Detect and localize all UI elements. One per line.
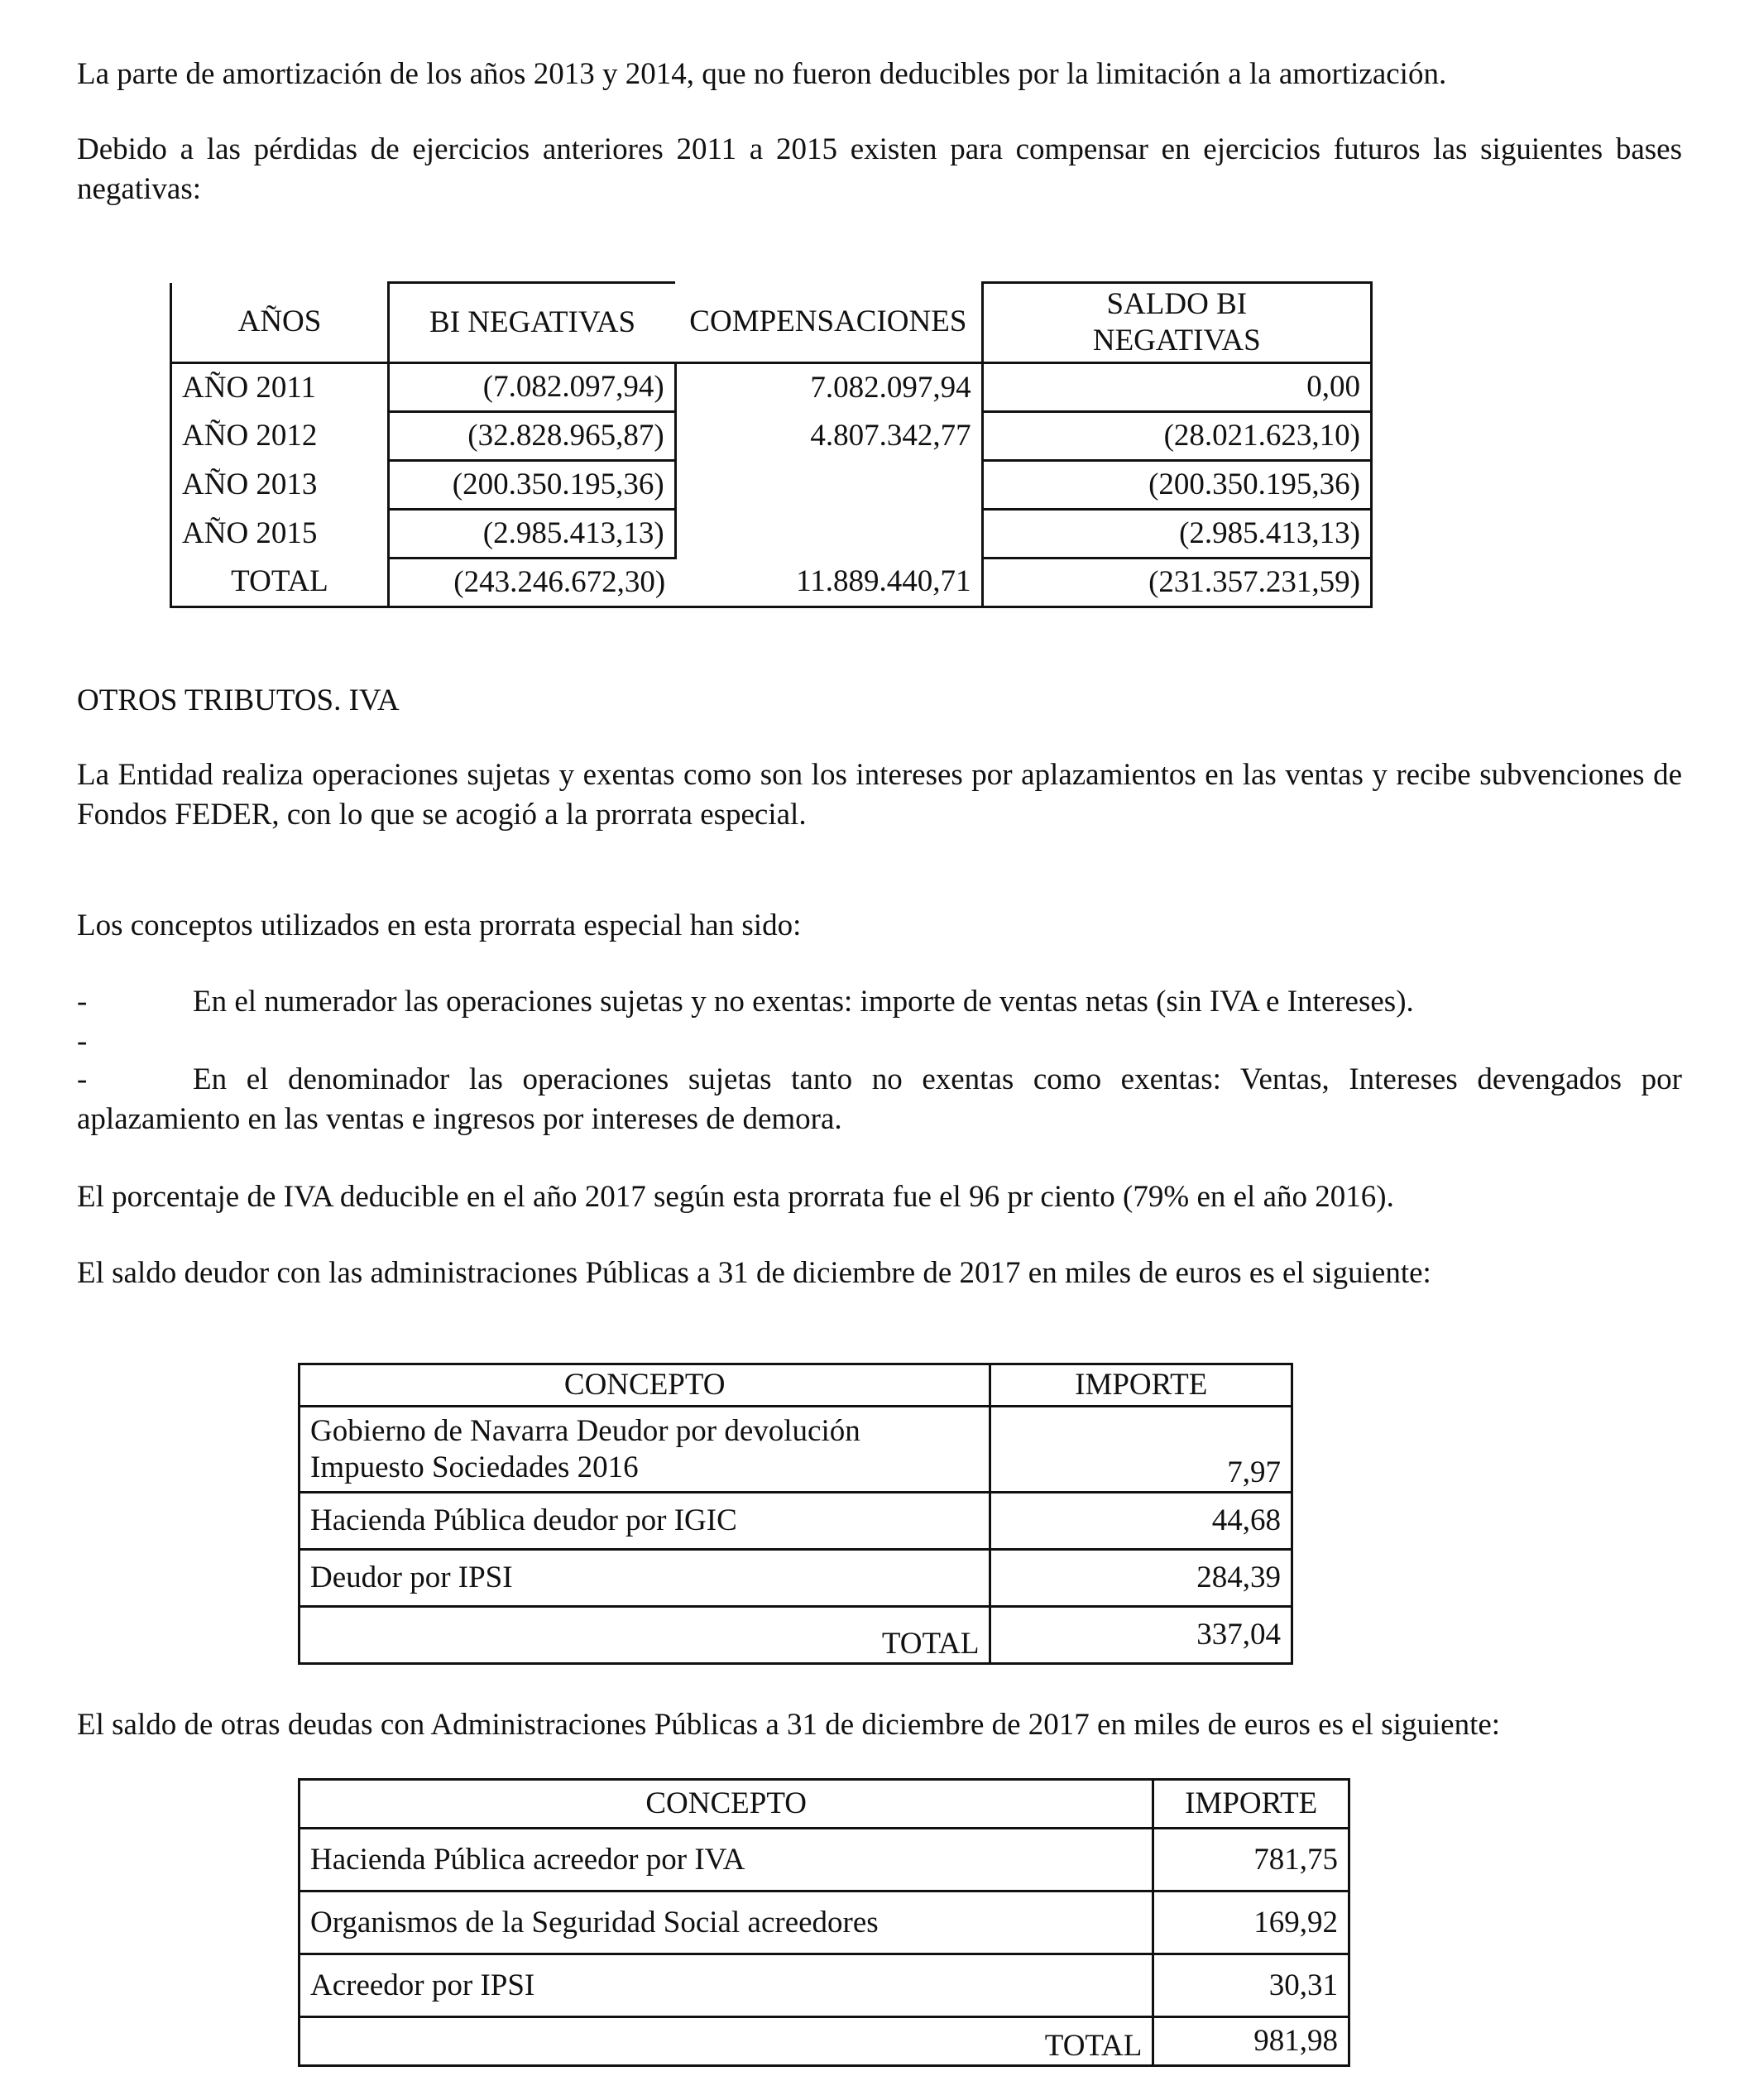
- paragraph-perdidas: Debido a las pérdidas de ejercicios anteriores 2011 a 2015 existen para compensar en ejercicios futuros las siguientes bases negativas:: [77, 132, 1682, 206]
- paragraph-porcentaje: El porcentaje de IVA deducible en el año 2017 según esta prorrata fue el 96 pr ciento (79% en el año 2016).: [77, 1180, 1394, 1214]
- table-row: [300, 1891, 1349, 1954]
- header-saldo-bi-negativas: SALDO BI NEGATIVAS: [982, 283, 1371, 363]
- total-label: TOTAL: [171, 559, 389, 607]
- total-row: [300, 1607, 1292, 1664]
- total-row: [300, 2017, 1349, 2066]
- importe-cell: 44,68: [990, 1493, 1292, 1550]
- header-importe: IMPORTE: [1153, 1780, 1349, 1829]
- dash-marker: -: [77, 1024, 88, 1058]
- saldo-deudor-table: [298, 1363, 1293, 1665]
- bullet-text: En el numerador las operaciones sujetas y no exentas: importe de ventas netas (sin IVA e Intereses).: [193, 985, 1414, 1019]
- table-header-row: [171, 283, 1372, 363]
- saldo-cell: 0,00: [982, 363, 1371, 412]
- paragraph-conceptos: Los conceptos utilizados en esta prorrata especial han sido:: [77, 909, 802, 942]
- total-importe: 337,04: [990, 1607, 1292, 1664]
- dash-marker: -: [77, 985, 88, 1019]
- dash-marker: -: [77, 1062, 88, 1096]
- bi-cell: (200.350.195,36): [388, 461, 675, 510]
- bullet-text: En el denominador las operaciones sujetas tanto no exentas como exentas: Ventas, Intereses devengados por aplazamiento en las ventas e ingresos por intereses de demora.: [77, 1062, 1682, 1136]
- header-compensaciones: COMPENSACIONES: [675, 283, 982, 363]
- year-cell: AÑO 2015: [171, 510, 389, 559]
- header-anos: AÑOS: [171, 283, 389, 363]
- total-saldo: (231.357.231,59): [982, 559, 1371, 607]
- table-row: [171, 510, 1372, 559]
- bullet-numerador: [77, 982, 1682, 1022]
- bi-cell: (32.828.965,87): [388, 412, 675, 461]
- header-bi-negativas: BI NEGATIVAS: [388, 283, 675, 363]
- bullet-denominador: [77, 1060, 1682, 1139]
- paragraph-amortizacion: La parte de amortización de los años 2013 y 2014, que no fueron deducibles por la limitación a la amortización.: [77, 57, 1447, 91]
- year-cell: AÑO 2011: [171, 363, 389, 412]
- table-row: [171, 363, 1372, 412]
- paragraph-otras-deudas: El saldo de otras deudas con Administraciones Públicas a 31 de diciembre de 2017 en miles de euros es el siguiente:: [77, 1708, 1501, 1742]
- total-label: TOTAL: [300, 2017, 1153, 2066]
- concepto-line: Impuesto Sociedades 2016: [310, 1450, 639, 1484]
- concepto-cell: Organismos de la Seguridad Social acreedores: [300, 1891, 1153, 1954]
- importe-cell: 284,39: [990, 1550, 1292, 1607]
- table-row: [171, 412, 1372, 461]
- year-cell: AÑO 2013: [171, 461, 389, 510]
- table-row: [171, 461, 1372, 510]
- bi-cell: (7.082.097,94): [388, 363, 675, 412]
- table-header-row: [300, 1364, 1292, 1407]
- header-importe: IMPORTE: [990, 1364, 1292, 1407]
- paragraph-saldo-deudor: El saldo deudor con las administraciones Públicas a 31 de diciembre de 2017 en miles de euros es el siguiente:: [77, 1256, 1431, 1290]
- importe-cell: 30,31: [1153, 1954, 1349, 2017]
- header-concepto: CONCEPTO: [300, 1364, 990, 1407]
- bullet-empty: [77, 1022, 1682, 1062]
- saldo-cell: (28.021.623,10): [982, 412, 1371, 461]
- comp-cell: 4.807.342,77: [675, 412, 982, 461]
- concepto-cell: Hacienda Pública deudor por IGIC: [300, 1493, 990, 1550]
- total-comp: 11.889.440,71: [675, 559, 982, 607]
- concepto-cell: Hacienda Pública acreedor por IVA: [300, 1829, 1153, 1891]
- table-row: [300, 1954, 1349, 2017]
- importe-cell: 781,75: [1153, 1829, 1349, 1891]
- concepto-cell: [300, 1407, 990, 1493]
- table-row: [300, 1407, 1292, 1493]
- total-row: [171, 559, 1372, 607]
- table-row: [300, 1493, 1292, 1550]
- saldo-cell: (2.985.413,13): [982, 510, 1371, 559]
- saldo-cell: (200.350.195,36): [982, 461, 1371, 510]
- concepto-line: Gobierno de Navarra Deudor por devolución: [310, 1413, 860, 1448]
- header-concepto: CONCEPTO: [300, 1780, 1153, 1829]
- concepto-cell: Deudor por IPSI: [300, 1550, 990, 1607]
- importe-cell: 169,92: [1153, 1891, 1349, 1954]
- bases-negativas-table: [170, 281, 1373, 608]
- table-row: [300, 1829, 1349, 1891]
- otras-deudas-table: [298, 1778, 1350, 2067]
- total-bi: (243.246.672,30): [388, 559, 675, 607]
- bi-cell: (2.985.413,13): [388, 510, 675, 559]
- heading-otros-tributos: OTROS TRIBUTOS. IVA: [77, 683, 400, 717]
- importe-cell: 7,97: [990, 1407, 1292, 1493]
- total-importe: 981,98: [1153, 2017, 1349, 2066]
- comp-cell: [675, 510, 982, 559]
- total-label: TOTAL: [300, 1607, 990, 1664]
- paragraph-entidad: La Entidad realiza operaciones sujetas y exentas como son los intereses por aplazamientos en las ventas y recibe subvenciones de Fondos FEDER, con lo que se acogió a la prorrata especial.: [77, 758, 1682, 832]
- table-header-row: [300, 1780, 1349, 1829]
- comp-cell: [675, 461, 982, 510]
- table-row: [300, 1550, 1292, 1607]
- concepto-cell: Acreedor por IPSI: [300, 1954, 1153, 2017]
- comp-cell: 7.082.097,94: [675, 363, 982, 412]
- year-cell: AÑO 2012: [171, 412, 389, 461]
